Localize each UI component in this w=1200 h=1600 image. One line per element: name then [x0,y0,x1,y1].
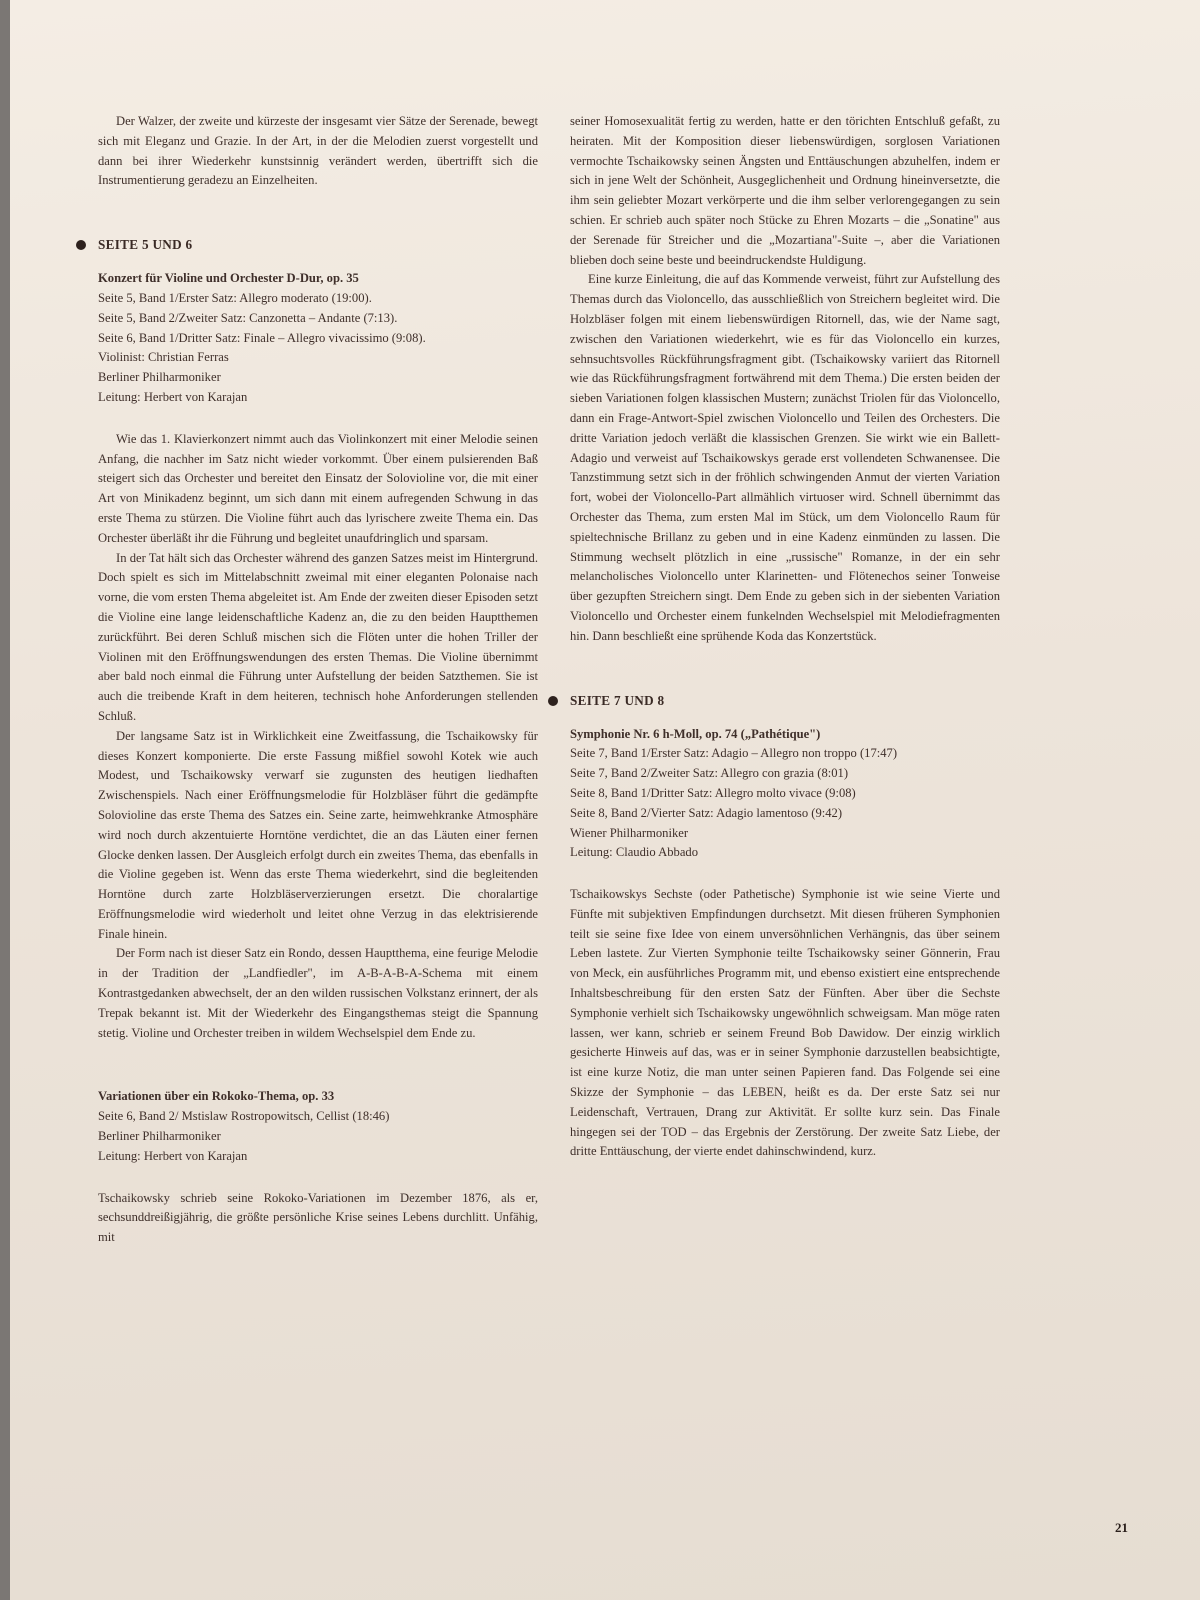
body-paragraph: In der Tat hält sich das Orchester während des ganzen Satzes meist im Hintergrund. Doch spielt es sich im Mittelabschnitt zweimal mit einer eleganten Polonaise nach vorne, die vom ersten Thema abgeleitet ist. Am Ende der zweiten dieser Episoden setzt die Violine eine lange leidenschaftliche Kadenz an, die zu den beiden Hauptthemen zurückführt. Bei deren Schluß mischen sich die Flöten unter die hohen Triller der Violinen mit den Eröffnungswendungen des ersten Themas. Die Violine übernimmt aber bald noch einmal die Führung unter Aufstellung der beiden Satzthemen. Sie ist auch die treibende Kraft in dem heiteren, technisch hohe Anforderungen stellenden Schluß. [98,550,538,723]
work-title: Variationen über ein Rokoko-Thema, op. 33 [98,1089,335,1104]
body-paragraph: seiner Homosexualität fertig zu werden, hatte er den törichten Entschluß gefaßt, zu heiraten. Mit der Komposition dieser liebenswürdigen, sorglosen Variationen vermochte Tschaikowsky seinen Ängsten und Enttäuschungen abzuhelfen, indem er sich in jene Welt der Schönheit, Ausgeglichenheit und Ordnung hineinversetzte, die ihm sein geliebter Mozart verkörperte und die ihm selber verlorengegangen zu sein schien. Er schrieb auch später noch Stücke zu Ehren Mozarts – die „Sonatine" aus der Serenade für Streicher und die „Mozartiana"-Suite –, aber die Variationen blieben doch seine beste und beeindruckendste Huldigung. [570,114,1000,267]
performer-info: Berliner Philharmoniker [98,370,221,385]
document-page [10,0,1200,1600]
bullet-icon [76,240,86,250]
right-column [570,112,1000,1162]
left-column [98,112,538,1248]
track-info: Seite 8, Band 2/Vierter Satz: Adagio lamentoso (9:42) [570,805,843,820]
performer-info: Leitung: Claudio Abbado [570,845,699,860]
section-seite-5-6 [98,235,538,255]
body-paragraph: Der langsame Satz ist in Wirklichkeit eine Zweitfassung, die Tschaikowsky für dieses Konzert komponierte. Die erste Fassung mißfiel sowohl Kotek wie auch Modest, und Tschaikowsky verwarf sie zugunsten des heutigen liedhaften Zwischenspiels. Nach einer Eröffnungsmelodie für Holzbläser führt die gedämpfte Solovioline das erste Thema des Satzes ein. Seine zarte, heimwehkranke Atmosphäre wird noch durch akzentuierte Horntöne verdichtet, die an das Läuten einer fernen Glocke denken lassen. Der Ausgleich erfolgt durch ein zweites Thema, das ebenfalls in die Violine gegeben ist. Wenn das erste Thema wiederkehrt, sind die begleitenden Horntöne durch zarte Holzbläserverzierungen ersetzt. Die choralartige Eröffnungsmelodie wird wiederholt und leitet ohne Verzug in das elektrisierende Finale hinein. [98,728,538,941]
body-paragraph: Tschaikowskys Sechste (oder Pathetische) Symphonie ist wie seine Vierte und Fünfte mit subjektiven Empfindungen durchsetzt. Mit diesen früheren Symphonien teilt sie seine fixe Idee von einem unversöhnlichen Verhängnis, das über seinem Leben lastete. Zur Vierten Symphonie teilte Tschaikowsky seiner Gönnerin, Frau von Meck, ein ausführliches Programm mit, und ebenso existiert eine entsprechende Inhaltsbeschreibung für den ersten Satz der Fünften. Aber über die Sechste Symphonie verhielt sich Tschaikowsky ungewöhnlich schweigsam. Man möge raten lassen, wer kann, schrieb er seinem Freund Bob Dawidow. Der einzig wirklich gesicherte Hinweis auf das, was er in seiner Symphonie darzustellen beabsichtigte, ist eine kurze Notiz, die man unter seinen Papieren fand. Das Folgende sei eine Skizze der Symphonie – das LEBEN, heißt es da. Der erste Satz sei nur Leidenschaft, Vertrauen, Drang zur Aktivität. Er sollte kurz sein. Das Finale hingegen sei der TOD – das Ergebnis der Zerstörung. Der zweite Satz Liebe, der dritte Enttäuschung, der vierte endet dahinschwindend, kurz. [570,887,1000,1159]
page-number: 21 [1115,1520,1128,1535]
performer-info: Berliner Philharmoniker [98,1129,221,1144]
work-title: Konzert für Violine und Orchester D-Dur, op. 35 [98,271,359,286]
track-info: Seite 8, Band 1/Dritter Satz: Allegro molto vivace (9:08) [570,785,856,800]
performer-info: Leitung: Herbert von Karajan [98,1148,248,1163]
body-paragraph: Tschaikowsky schrieb seine Rokoko-Variationen im Dezember 1876, als er, sechsunddreißigjährig, die größte persönliche Krise seines Lebens durchlitt. Unfähig, mit [98,1190,538,1245]
performer-info: Leitung: Herbert von Karajan [98,389,248,404]
body-paragraph: Wie das 1. Klavierkonzert nimmt auch das Violinkonzert mit einer Melodie seinen Anfang, die nachher im Satz nicht wieder vorkommt. Über einem pulsierenden Baß steigert sich das Orchester und bereitet den Einsatz der Solovioline vor, die mit einer Art von Minikadenz beginnt, um sich dann mit einem aufregenden Schwung in das erste Thema zu stürzen. Die Violine führt auch das lyrischere zweite Thema ein. Das Orchester überläßt ihr die Führung und begleitet unaufdringlich und sparsam. [98,431,538,545]
track-info: Seite 6, Band 2/ Mstislaw Rostropowitsch, Cellist (18:46) [98,1109,390,1124]
intro-paragraph: Der Walzer, der zweite und kürzeste der insgesamt vier Sätze der Serenade, bewegt sich mit Eleganz und Grazie. In der Art, in der die Melodien zuerst vorgestellt und dann bei ihrer Wiederkehr kunstsinnig verändert werden, übertrifft sich die Instrumentierung geradezu an Einzelheiten. [98,114,538,188]
performer-info: Wiener Philharmoniker [570,825,689,840]
bullet-icon [548,696,558,706]
body-paragraph: Eine kurze Einleitung, die auf das Kommende verweist, führt zur Aufstellung des Themas durch das Violoncello, das ausschließlich von Streichern begleitet wird. Die Holzbläser folgen mit einem liebenswürdigen Ritornell, das, wie der Name sagt, zwischen den Variationen wiederkehrt, wie es für das Violoncello ein kurzes, sehnsuchtsvolles Rückführungsfragment gibt. (Tschaikowsky variiert das Ritornell wie das Rückführungsfragment fortwährend mit dem Thema.) Die ersten beiden der sieben Variationen folgen klassischen Mustern; zunächst Triolen für das Violoncello, dann ein Frage-Antwort-Spiel zwischen Violoncello und Teilen des Orchesters. Die dritte Variation jedoch verläßt die klassischen Grenzen. Sie wirkt wie ein Ballett-Adagio und verweist auf Tschaikowskys gerade erst vollendeten Schwanensee. Die Tanzstimmung setzt sich in der fröhlich schwingenden Anmut der vierten Variation fort, wobei der Violoncello-Part allmählich virtuoser wird. Schnell übernimmt das Orchester das Thema, zum ersten Mal im Stück, um dem Violoncello Raum für spieltechnische Brillanz zu geben und in eine Kadenz einmünden zu lassen. Die Stimmung wechselt plötzlich in eine „russische" Romanze, in der ein sehr melancholisches Violoncello unter Klarinetten- und Flötenechos seiner Tonweise über gezupften Streichern singt. Dem Ende zu geben sich in der siebenten Variation Violoncello und Orchester einem funkelnden Wechselspiel mit Melodiefragmenten hin. Dann beschließt eine sprühende Koda das Konzertstück. [570,272,1000,643]
section-heading: SEITE 5 UND 6 [98,237,193,253]
track-info: Seite 5, Band 2/Zweiter Satz: Canzonetta – Andante (7:13). [98,310,398,325]
performer-info: Violinist: Christian Ferras [98,350,229,365]
section-seite-7-8 [570,691,1000,711]
track-info: Seite 6, Band 1/Dritter Satz: Finale – Allegro vivacissimo (9:08). [98,330,426,345]
work-title: Symphonie Nr. 6 h-Moll, op. 74 („Pathétique") [570,726,821,741]
body-paragraph: Der Form nach ist dieser Satz ein Rondo, dessen Hauptthema, eine feurige Melodie in der Tradition der „Landfiedler", im A-B-A-B-A-Schema mit einem Kontrastgedanken abwechselt, der an den wilden russischen Volkstanz erinnert, der als Trepak bekannt ist. Mit der Wiederkehr des Eingangsthemas steigt die Spannung stetig. Violine und Orchester treiben in wildem Wechselspiel dem Ende zu. [98,946,538,1040]
track-info: Seite 5, Band 1/Erster Satz: Allegro moderato (19:00). [98,290,372,305]
section-heading: SEITE 7 UND 8 [570,692,665,708]
track-info: Seite 7, Band 2/Zweiter Satz: Allegro con grazia (8:01) [570,766,849,781]
track-info: Seite 7, Band 1/Erster Satz: Adagio – Allegro non troppo (17:47) [570,746,898,761]
